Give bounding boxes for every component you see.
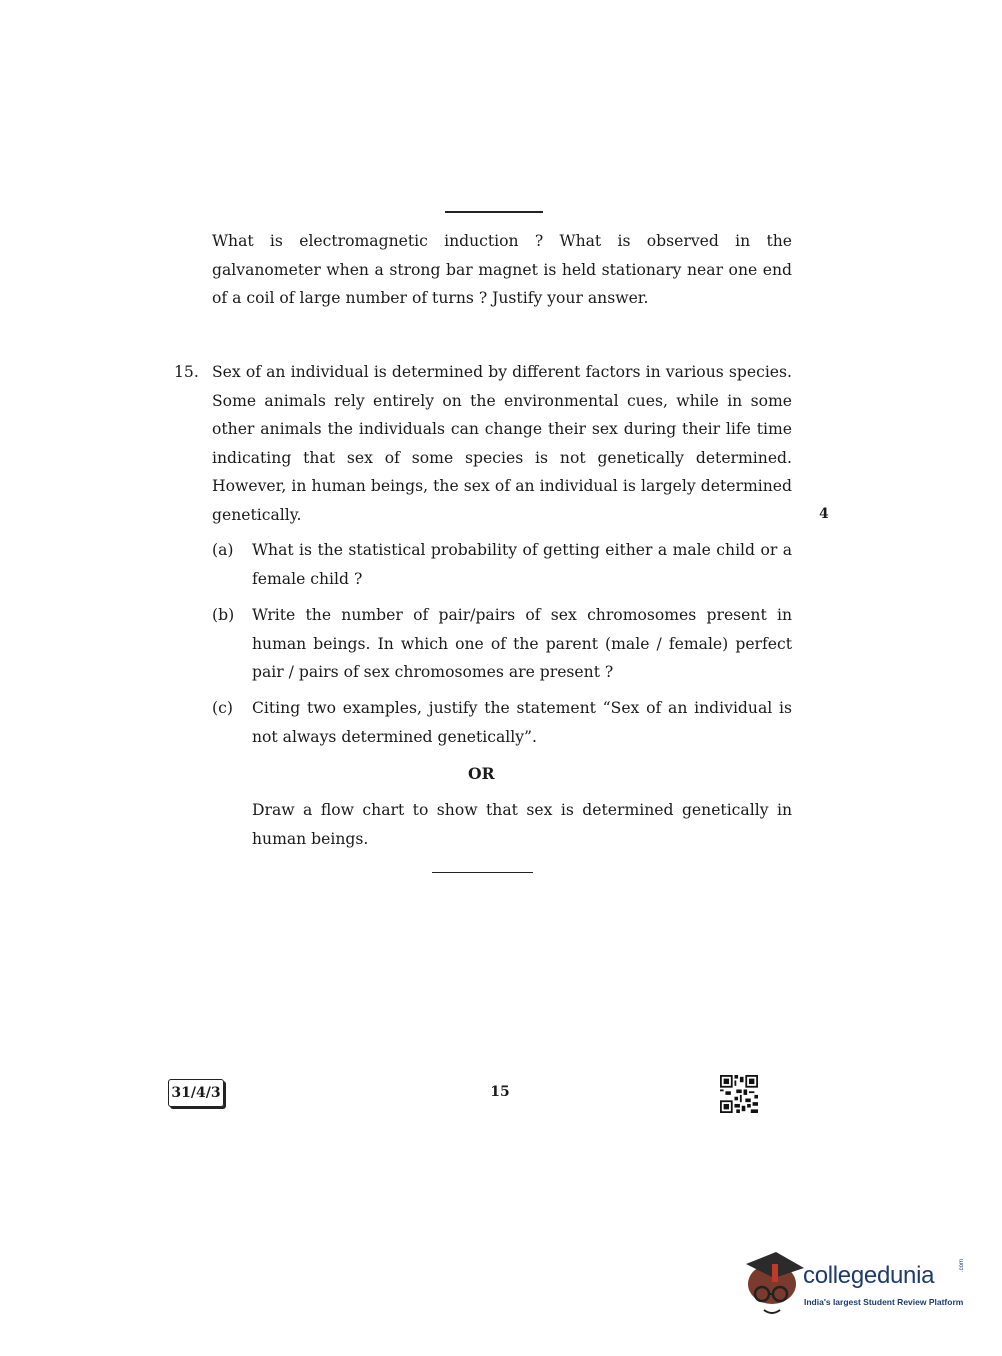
part-a-label: (a) [212, 541, 234, 559]
or-separator: OR [468, 764, 495, 783]
brand-name: collegedunia [803, 1262, 935, 1289]
part-c-text: Citing two examples, justify the statement “Sex of an individual is not always determined genetically”. [252, 699, 792, 746]
part-c-label: (c) [212, 699, 233, 717]
part-b-label: (b) [212, 606, 235, 624]
question-14-or-text: What is electromagnetic induction ? What is observed in the galvanometer when a strong bar magnet is held stationary near one end of a coil of large number of turns ? Justify your answer. [212, 232, 792, 307]
brand-suffix: .com [959, 1258, 965, 1272]
page-number: 15 [490, 1084, 510, 1100]
top-divider [445, 211, 543, 213]
question-15-intro: Sex of an individual is determined by different factors in various species. Some animals rely entirely on the environmental cues, while in some other animals the individuals can change their sex during their life time indicating that sex of some species is not genetically determined. However, in human beings, the sex of an individual is largely determined genetically. [212, 363, 792, 524]
question-15-marks: 4 [819, 506, 829, 522]
qr-code-icon [720, 1075, 758, 1113]
question-15-number: 15. [174, 363, 199, 381]
alternative-question-text: Draw a flow chart to show that sex is determined genetically in human beings. [252, 801, 792, 848]
paper-code-box: 31/4/3 [168, 1079, 224, 1107]
brand-tagline: India's largest Student Review Platform [804, 1297, 964, 1307]
bottom-divider [432, 872, 533, 873]
part-a-text: What is the statistical probability of getting either a male child or a female child ? [252, 541, 792, 588]
part-b-text: Write the number of pair/pairs of sex chromosomes present in human beings. In which one of the parent (male / female) perfect pair / pairs of sex chromosomes are present ? [252, 606, 792, 681]
